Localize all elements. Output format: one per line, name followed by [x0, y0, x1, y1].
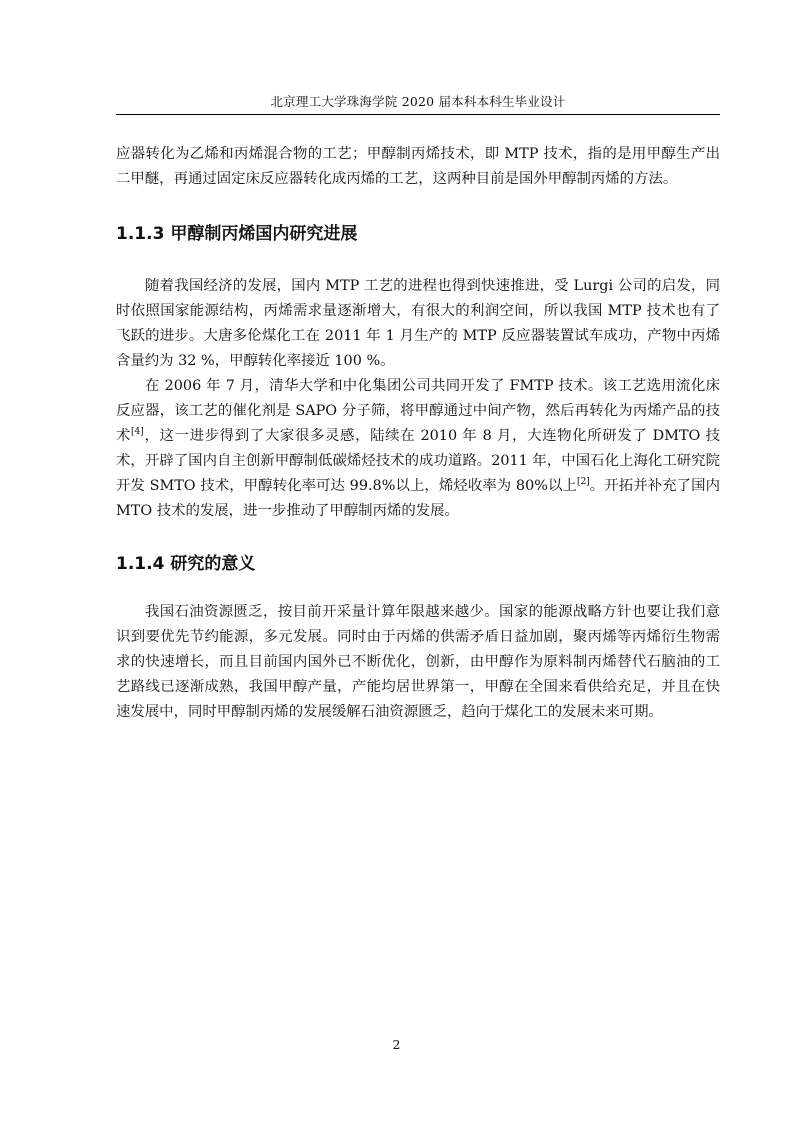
section-1-1-3-paragraph-1: 随着我国经济的发展，国内 MTP 工艺的进程也得到快速推进，受 Lurgi 公司的启发，同时依照国家能源结构，丙烯需求量逐渐增大，有很大的利润空间，所以我国 MTP 技术也有了飞跃的进步。大唐多伦煤化工在 2011 年 1 月生产的 MTP 反应器装置试车成功，产物中丙烯含量约为 32 %，甲醇转化率接近 100 %。 — [116, 278, 720, 369]
document-body — [116, 142, 720, 725]
section-heading-1-1-4: 1.1.4 研究的意义 — [116, 554, 256, 574]
citation-ref: [4] — [131, 427, 144, 438]
paragraph-text: 。开拓并补充了国内 MTO 技术的发展，进一步推动了甲醇制丙烯的发展。 — [116, 478, 720, 519]
page-number: 2 — [392, 1037, 401, 1052]
paragraph-text: ，这一进步得到了大家很多灵感，陆续在 2010 年 8 月，大连物化所研发了 DMTO 技术，开辟了国内自主创新甲醇制低碳烯烃技术的成功道路。2011 年，中国石化上海化工研究院开发 SMTO 技术，甲醇转化率可达 99.8%以上，烯烃收率为 80%以上 — [116, 428, 720, 494]
header-divider — [116, 114, 720, 115]
citation-ref: [2] — [576, 477, 590, 488]
paragraph-text: 在 2006 年 7 月，清华大学和中化集团公司共同开发了 FMTP 技术。该工艺选用流化床反应器，该工艺的催化剂是 SAPO 分子筛，将甲醇通过中间产物，然后再转化为丙烯产品的技术 — [116, 378, 720, 444]
page-header: 北京理工大学珠海学院 2020 届本科本科生毕业设计 — [270, 94, 566, 109]
section-1-1-3-paragraph-2 — [116, 374, 720, 524]
section-heading-1-1-3: 1.1.3 甲醇制丙烯国内研究进展 — [116, 224, 358, 244]
intro-paragraph: 应器转化为乙烯和丙烯混合物的工艺；甲醇制丙烯技术，即 MTP 技术，指的是用甲醇生产出二甲醚，再通过固定床反应器转化成丙烯的工艺，这两种目前是国外甲醇制丙烯的方法。 — [116, 146, 720, 187]
section-1-1-4-paragraph-1: 我国石油资源匮乏，按目前开采量计算年限越来越少。国家的能源战略方针也要让我们意识到要优先节约能源，多元发展。同时由于丙烯的供需矛盾日益加剧，聚丙烯等丙烯衍生物需求的快速增长，而且目前国内国外已不断优化，创新，由甲醇作为原料制丙烯替代石脑油的工艺路线已逐渐成熟，我国甲醇产量，产能均居世界第一，甲醇在全国来看供给充足，并且在快速发展中，同时甲醇制丙烯的发展缓解石油资源匮乏，趋向于煤化工的发展未来可期。 — [116, 604, 720, 720]
